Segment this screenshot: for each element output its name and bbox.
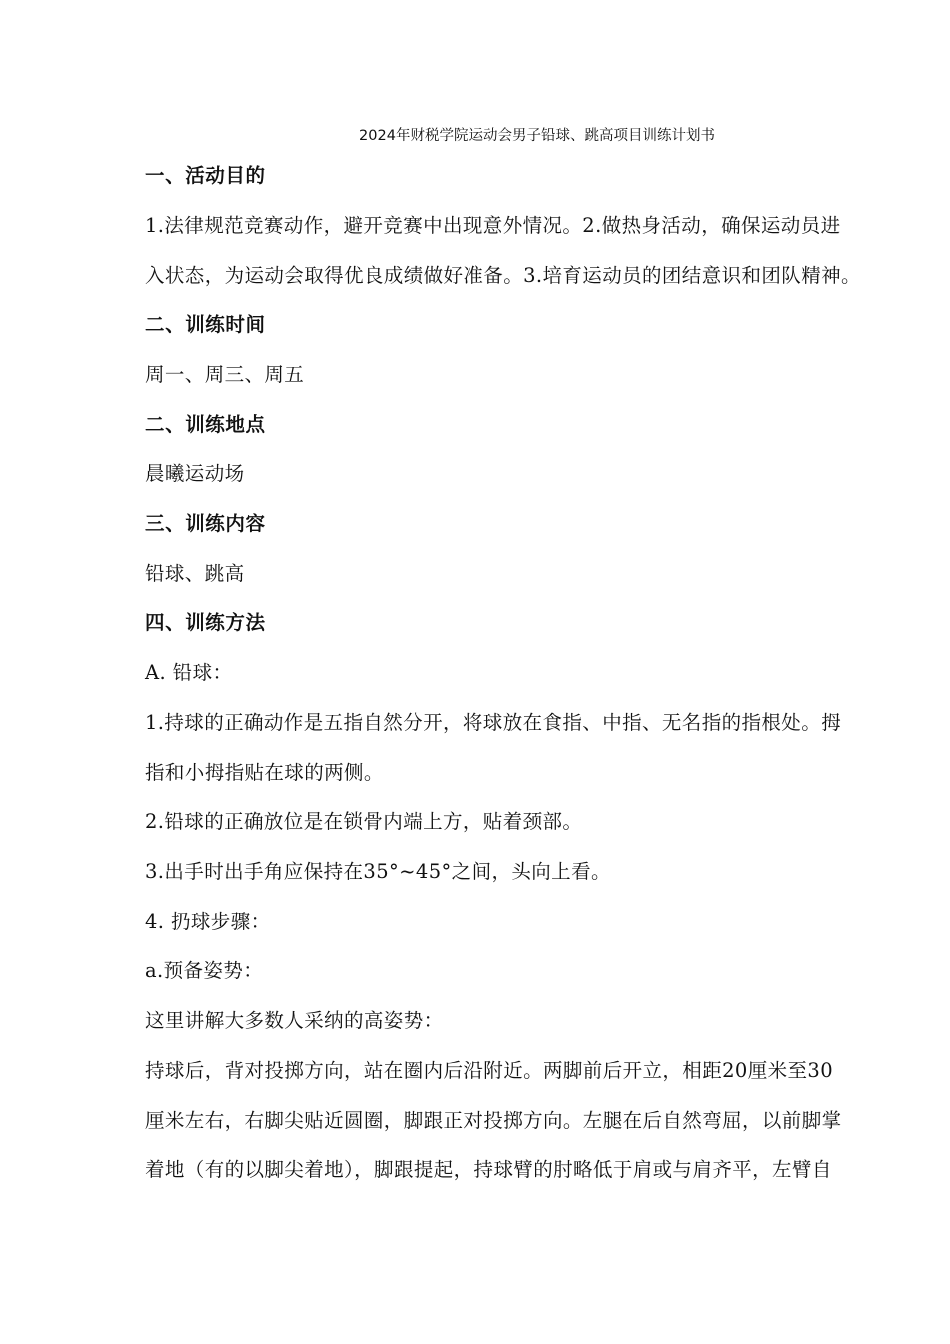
method-line-7: a.预备姿势：	[145, 959, 264, 982]
heading-purpose: 一、活动目的	[145, 164, 266, 187]
method-line-11: 着地（有的以脚尖着地），脚跟提起，持球臂的肘略低于肩或与肩齐平，左臂自	[145, 1158, 832, 1181]
training-time-text: 周一、周三、周五	[145, 363, 305, 386]
heading-training-location: 二、训练地点	[145, 413, 266, 436]
method-line-5: 3.出手时出手角应保持在35°~45°之间，头向上看。	[145, 860, 611, 883]
purpose-line-1: 1.法律规范竞赛动作，避开竞赛中出现意外情况。2.做热身活动，确保运动员进	[145, 214, 841, 237]
method-line-2: 1.持球的正确动作是五指自然分开，将球放在食指、中指、无名指的指根处。拇	[145, 711, 842, 734]
purpose-line-2: 入状态，为运动会取得优良成绩做好准备。3.培育运动员的团结意识和团队精神。	[145, 264, 861, 287]
method-line-8: 这里讲解大多数人采纳的高姿势：	[145, 1009, 444, 1032]
method-line-3: 指和小拇指贴在球的两侧。	[145, 761, 384, 784]
heading-training-method: 四、训练方法	[145, 611, 266, 634]
training-content-text: 铅球、跳高	[145, 562, 245, 585]
method-line-10: 厘米左右，右脚尖贴近圆圈，脚跟正对投掷方向。左腿在后自然弯屈，以前脚掌	[145, 1109, 842, 1132]
method-line-9: 持球后，背对投掷方向，站在圈内后沿附近。两脚前后开立，相距20厘米至30	[145, 1059, 834, 1082]
document-title: 2024年财税学院运动会男子铅球、跳高项目训练计划书	[359, 128, 715, 144]
heading-training-time: 二、训练时间	[145, 313, 266, 336]
method-line-4: 2.铅球的正确放位是在锁骨内端上方，贴着颈部。	[145, 810, 583, 833]
method-line-1: A. 铅球：	[145, 661, 233, 684]
method-line-6: 4. 扔球步骤：	[145, 910, 271, 933]
training-location-text: 晨曦运动场	[145, 462, 245, 485]
heading-training-content: 三、训练内容	[145, 512, 266, 535]
